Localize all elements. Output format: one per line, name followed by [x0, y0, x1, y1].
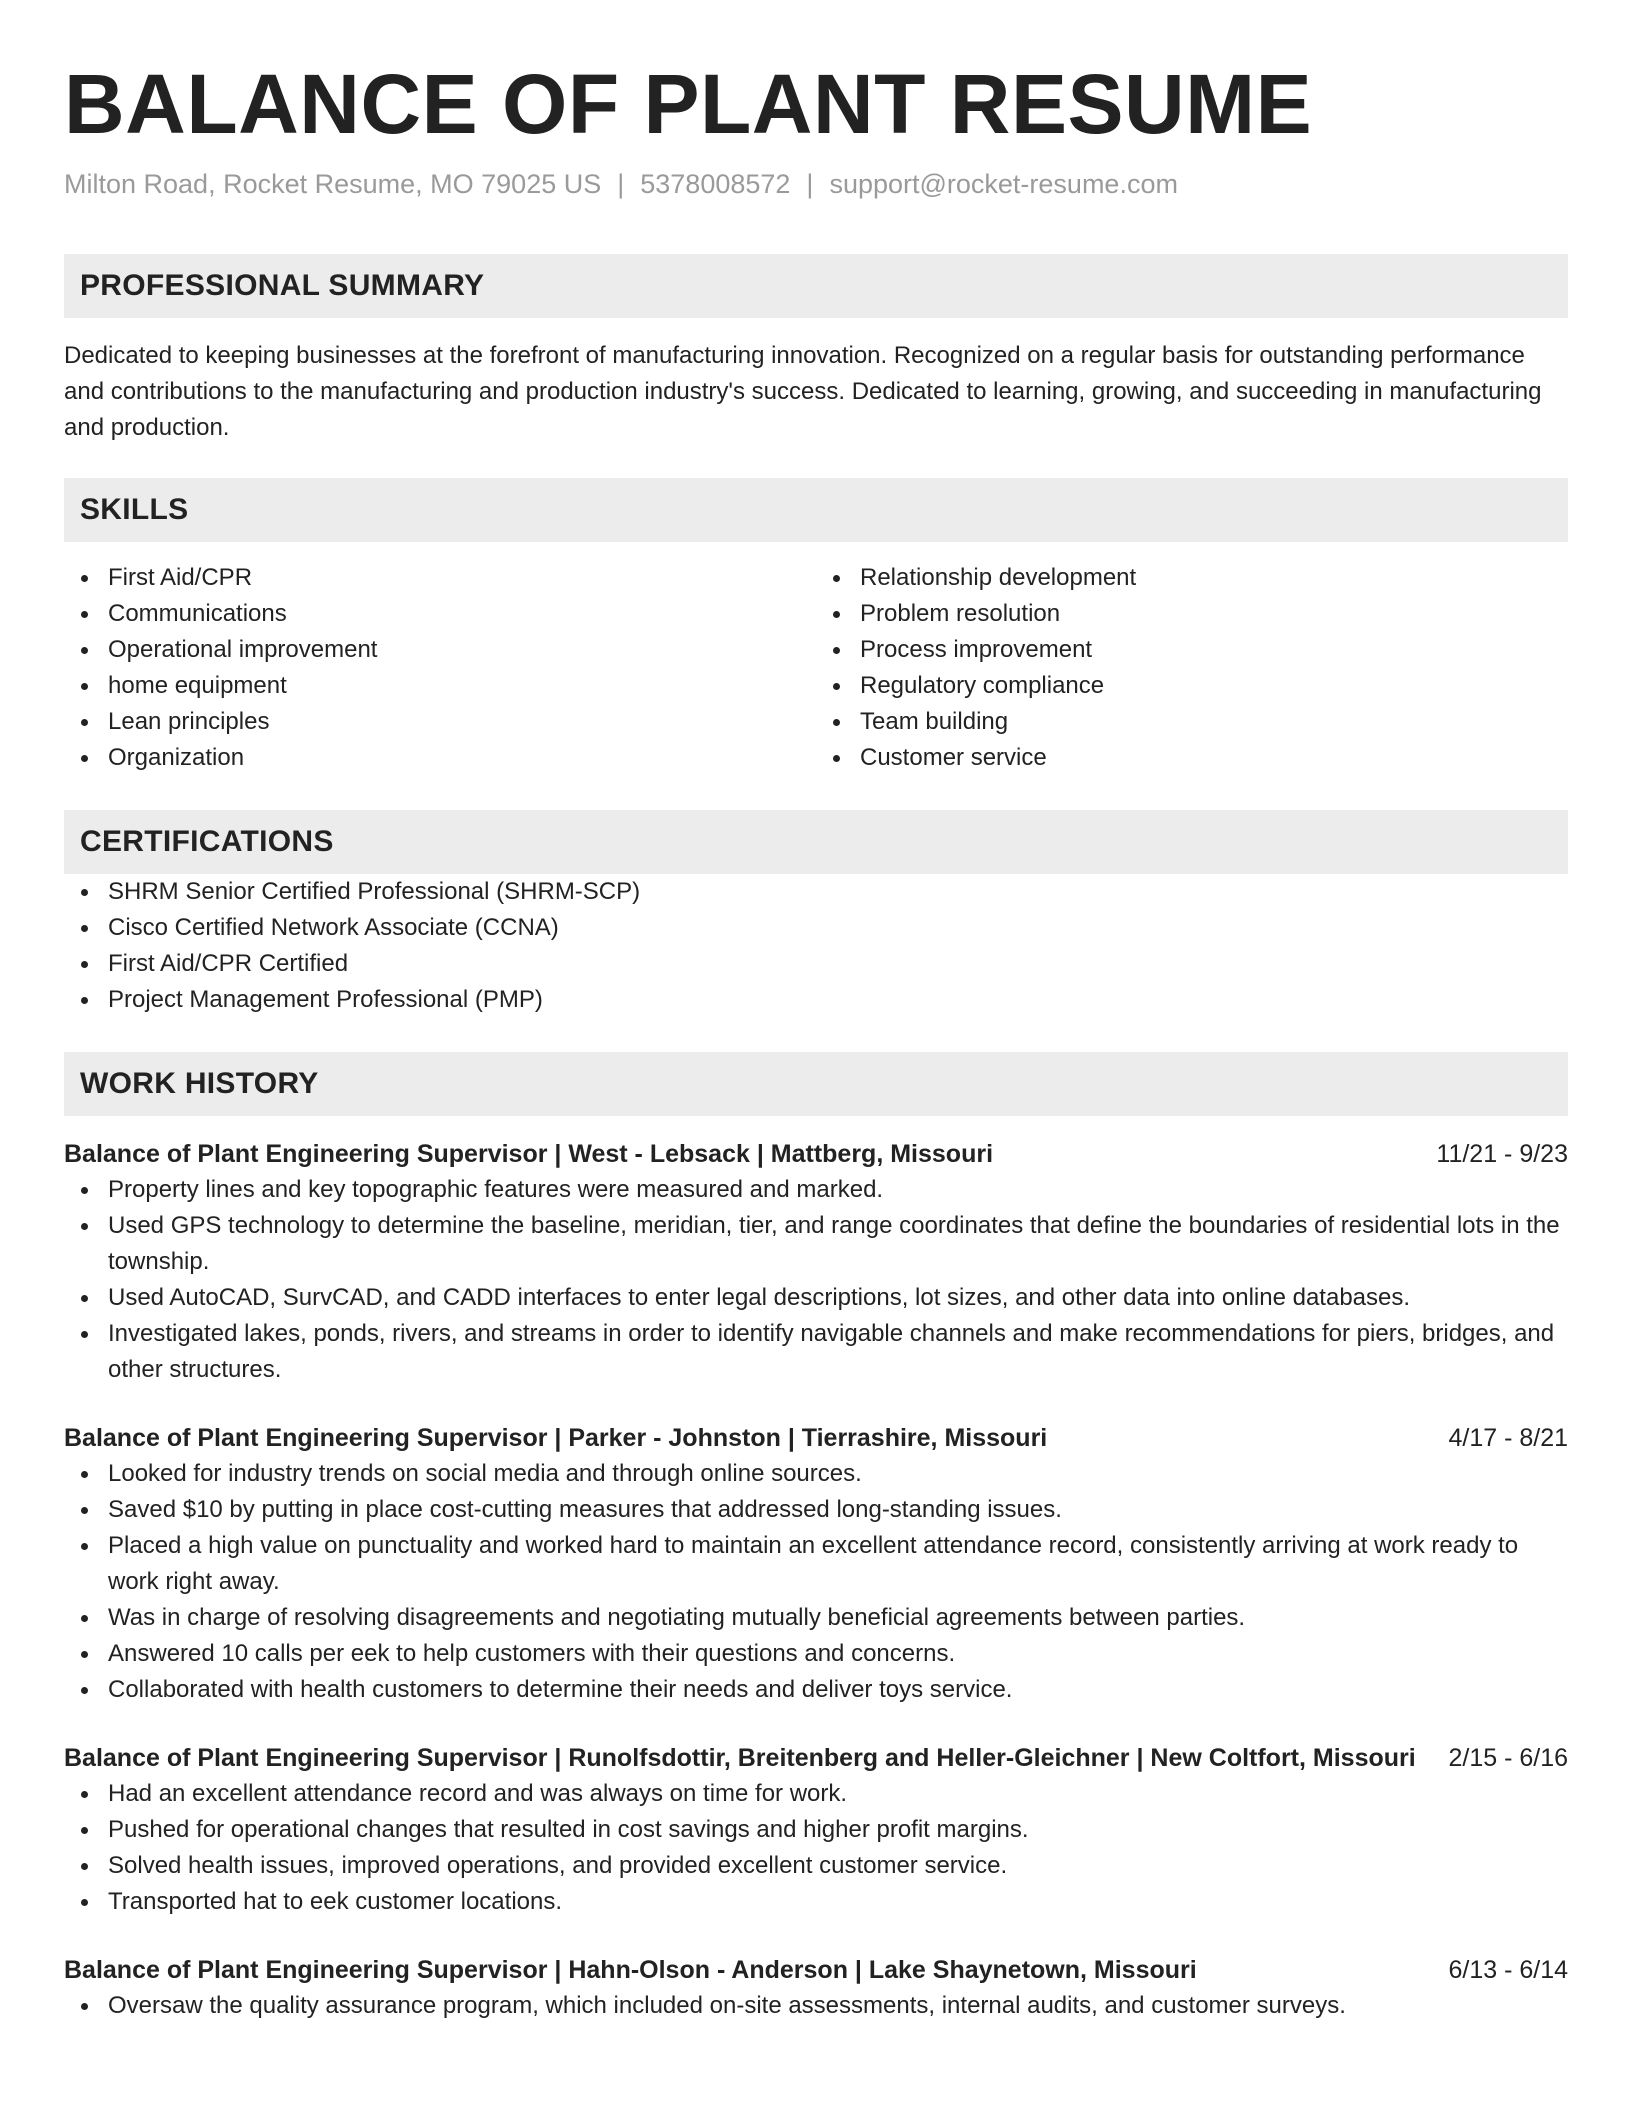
resume-title: BALANCE OF PLANT RESUME: [64, 57, 1313, 151]
job-title: Balance of Plant Engineering Supervisor | Hahn-Olson - Anderson | Lake Shaynetown, Missouri: [64, 1956, 1197, 1984]
contact-email: support@rocket-resume.com: [829, 169, 1178, 199]
job-bullets: [64, 1172, 1568, 1388]
job-bullet: Was in charge of resolving disagreements and negotiating mutually beneficial agreements between parties.: [64, 1600, 1568, 1636]
job-header: [64, 1952, 1568, 1988]
skill-item: Organization: [64, 740, 816, 776]
skill-item: Lean principles: [64, 704, 816, 740]
job-dates: 11/21 - 9/23: [1436, 1140, 1568, 1168]
job-bullet: Used AutoCAD, SurvCAD, and CADD interfaces to enter legal descriptions, lot sizes, and other data into online databases.: [64, 1280, 1568, 1316]
job-bullet: Looked for industry trends on social media and through online sources.: [64, 1456, 1568, 1492]
job-header: [64, 1420, 1568, 1456]
skills-column-right: [816, 560, 1568, 776]
job-entry: [64, 1740, 1568, 1920]
section-header-summary: PROFESSIONAL SUMMARY: [64, 254, 1568, 318]
job-header: [64, 1740, 1568, 1776]
certification-item: Project Management Professional (PMP): [64, 982, 1568, 1018]
job-entry: [64, 1420, 1568, 1708]
contact-phone: 5378008572: [640, 169, 791, 199]
job-dates: 2/15 - 6/16: [1448, 1744, 1568, 1772]
skill-item: Team building: [816, 704, 1568, 740]
job-bullets: [64, 1456, 1568, 1708]
skill-item: Regulatory compliance: [816, 668, 1568, 704]
job-bullet: Answered 10 calls per eek to help customers with their questions and concerns.: [64, 1636, 1568, 1672]
section-header-skills: SKILLS: [64, 478, 1568, 542]
job-dates: 4/17 - 8/21: [1448, 1424, 1568, 1452]
skill-item: Relationship development: [816, 560, 1568, 596]
job-bullet: Used GPS technology to determine the baseline, meridian, tier, and range coordinates that define the boundaries of residential lots in the township.: [64, 1208, 1568, 1280]
contact-address: Milton Road, Rocket Resume, MO 79025 US: [64, 169, 602, 199]
contact-separator: |: [806, 169, 814, 199]
certifications-list: [64, 874, 1568, 1018]
skill-item: Process improvement: [816, 632, 1568, 668]
contact-separator: |: [617, 169, 625, 199]
certification-item: SHRM Senior Certified Professional (SHRM-SCP): [64, 874, 1568, 910]
job-title: Balance of Plant Engineering Supervisor | West - Lebsack | Mattberg, Missouri: [64, 1140, 994, 1168]
job-bullets: [64, 1776, 1568, 1920]
skill-item: Operational improvement: [64, 632, 816, 668]
contact-line: [64, 166, 1568, 202]
job-bullet: Solved health issues, improved operations, and provided excellent customer service.: [64, 1848, 1568, 1884]
skills-list-left: [64, 560, 816, 776]
job-dates: 6/13 - 6/14: [1448, 1956, 1568, 1984]
job-header: [64, 1136, 1568, 1172]
skill-item: Customer service: [816, 740, 1568, 776]
skills-list-right: [816, 560, 1568, 776]
job-entry: [64, 1136, 1568, 1388]
job-bullet: Saved $10 by putting in place cost-cutting measures that addressed long-standing issues.: [64, 1492, 1568, 1528]
skill-item: First Aid/CPR: [64, 560, 816, 596]
job-bullet: Placed a high value on punctuality and worked hard to maintain an excellent attendance record, consistently arriving at work ready to work right away.: [64, 1528, 1568, 1600]
job-bullets: [64, 1988, 1568, 2024]
job-bullet: Transported hat to eek customer locations.: [64, 1884, 1568, 1920]
skill-item: Communications: [64, 596, 816, 632]
job-bullet: Pushed for operational changes that resulted in cost savings and higher profit margins.: [64, 1812, 1568, 1848]
skill-item: home equipment: [64, 668, 816, 704]
section-header-certifications: CERTIFICATIONS: [64, 810, 1568, 874]
job-entry: [64, 1952, 1568, 2024]
summary-text: Dedicated to keeping businesses at the forefront of manufacturing innovation. Recognized on a regular basis for outstanding performance and contributions to the manufacturing and production industry's success. Dedicated to learning, growing, and succeeding in manufacturing and production.: [64, 342, 1542, 441]
certification-item: First Aid/CPR Certified: [64, 946, 1568, 982]
certification-item: Cisco Certified Network Associate (CCNA): [64, 910, 1568, 946]
job-bullet: Collaborated with health customers to determine their needs and deliver toys service.: [64, 1672, 1568, 1708]
section-header-work-history: WORK HISTORY: [64, 1052, 1568, 1116]
skills-grid: [64, 560, 1568, 776]
job-bullet: Investigated lakes, ponds, rivers, and streams in order to identify navigable channels and make recommendations for piers, bridges, and other structures.: [64, 1316, 1568, 1388]
skills-column-left: [64, 560, 816, 776]
job-title: Balance of Plant Engineering Supervisor | Runolfsdottir, Breitenberg and Heller-Gleichner | New Coltfort, Missouri: [64, 1744, 1416, 1772]
job-bullet: Property lines and key topographic features were measured and marked.: [64, 1172, 1568, 1208]
job-bullet: Oversaw the quality assurance program, which included on-site assessments, internal audits, and customer surveys.: [64, 1988, 1568, 2024]
skill-item: Problem resolution: [816, 596, 1568, 632]
job-title: Balance of Plant Engineering Supervisor | Parker - Johnston | Tierrashire, Missouri: [64, 1424, 1048, 1452]
job-bullet: Had an excellent attendance record and was always on time for work.: [64, 1776, 1568, 1812]
